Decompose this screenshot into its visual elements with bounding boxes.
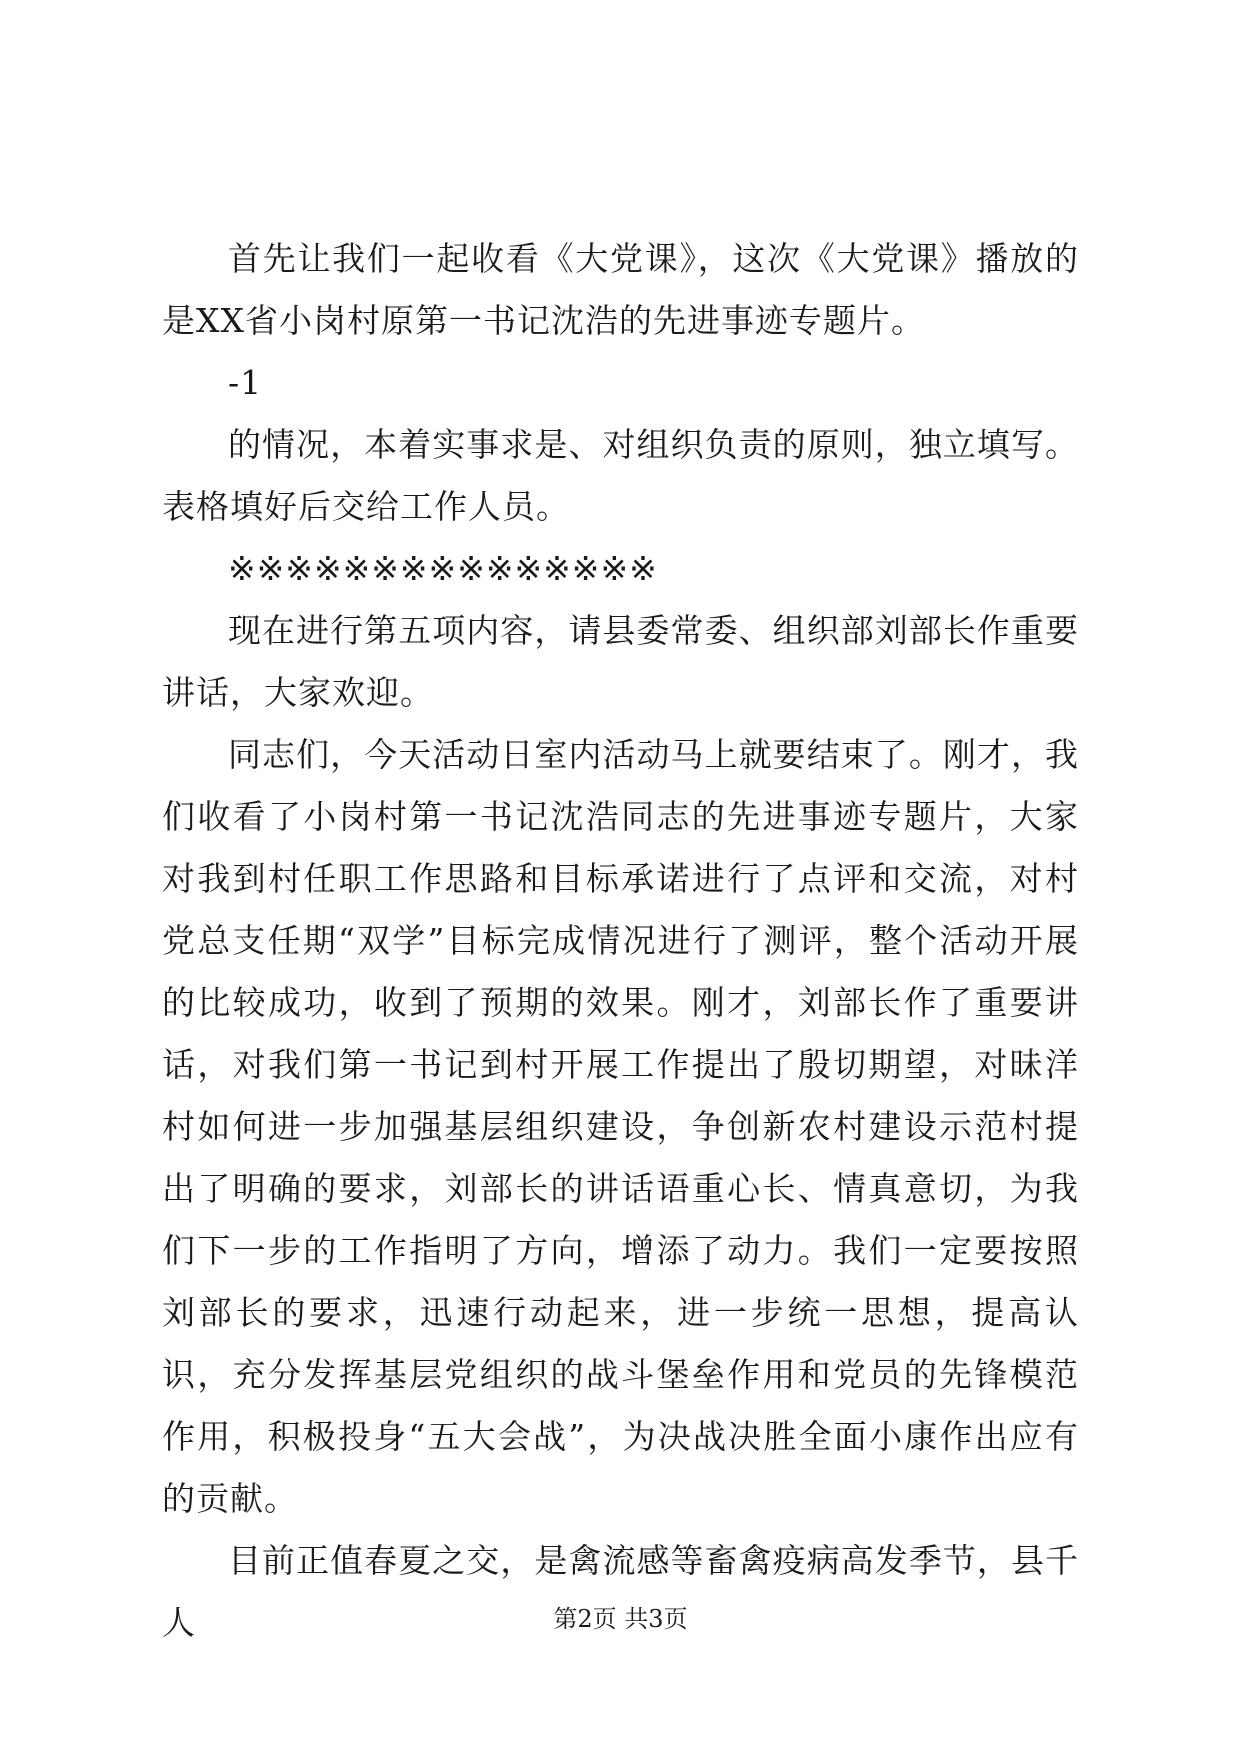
- document-body: [162, 228, 1079, 1654]
- paragraph-season-notice: 目前正值春夏之交，是禽流感等畜禽疫病高发季节，县千人: [162, 1541, 1079, 1642]
- paragraph-marker: -1: [228, 363, 263, 402]
- paragraph-form-instructions: 的情况，本着实事求是、对组织负责的原则，独立填写。表格填好后交给工作人员。: [162, 425, 1079, 526]
- paragraph-separator: ※※※※※※※※※※※※※※※: [228, 549, 658, 588]
- page-footer: 第2页 共3页: [553, 1605, 688, 1633]
- paragraph-intro: 首先让我们一起收看《大党课》，这次《大党课》播放的是XX省小岗村原第一书记沈浩的先进事迹专题片。: [162, 239, 1079, 340]
- paragraph-speech-intro: 现在进行第五项内容，请县委常委、组织部刘部长作重要讲话，大家欢迎。: [162, 611, 1079, 712]
- paragraph-summary: 同志们，今天活动日室内活动马上就要结束了。刚才，我们收看了小岗村第一书记沈浩同志的先进事迹专题片，大家对我到村任职工作思路和目标承诺进行了点评和交流，对村党总支任期“双学”目标完成情况进行了测评，整个活动开展的比较成功，收到了预期的效果。刚才，刘部长作了重要讲话，对我们第一书记到村开展工作提出了殷切期望，对昧洋村如何进一步加强基层组织建设，争创新农村建设示范村提出了明确的要求，刘部长的讲话语重心长、情真意切，为我们下一步的工作指明了方向，增添了动力。我们一定要按照刘部长的要求，迅速行动起来，进一步统一思想，提高认识，充分发挥基层党组织的战斗堡垒作用和党员的先锋模范作用，积极投身“五大会战”，为决战决胜全面小康作出应有的贡献。: [162, 735, 1079, 1518]
